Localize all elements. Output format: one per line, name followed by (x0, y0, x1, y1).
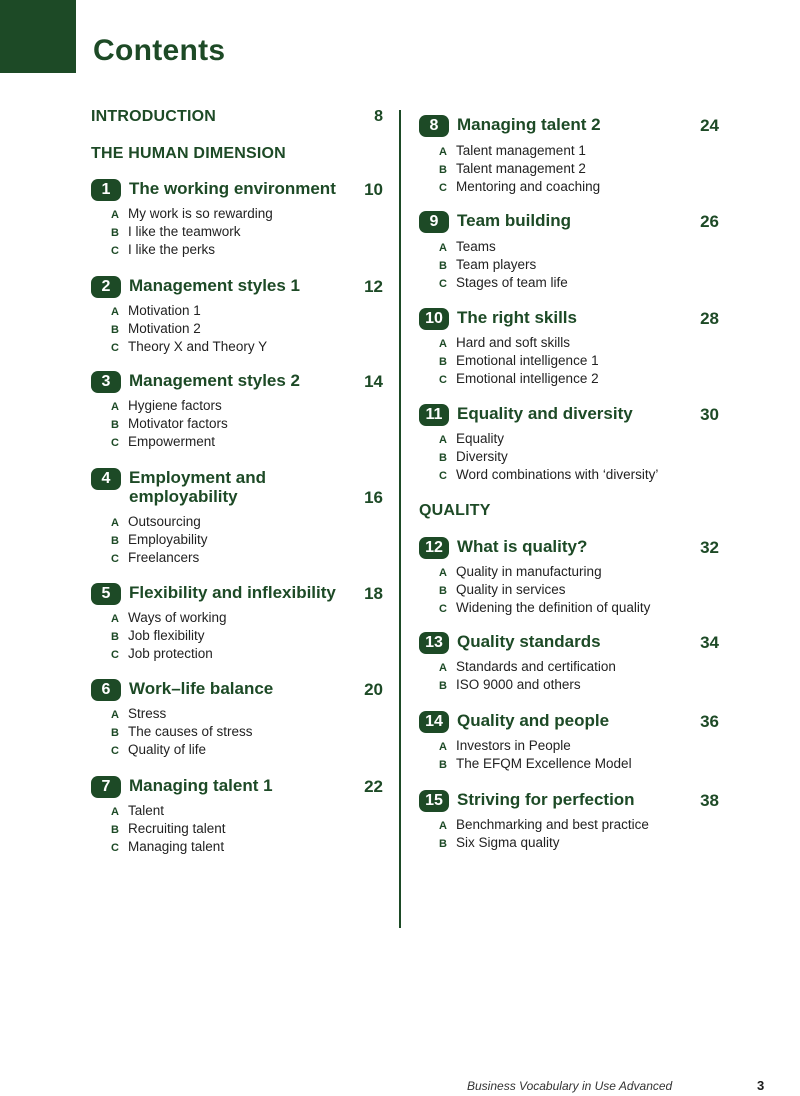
subtopic-text: Motivator factors (128, 416, 228, 431)
subtopic-letter: B (439, 164, 447, 176)
unit-number-badge: 13 (419, 632, 449, 654)
subtopic-letter: B (111, 824, 119, 836)
subtopic-letter: B (439, 759, 447, 771)
subtopic-item (111, 532, 208, 547)
subtopic-text: Emotional intelligence 2 (456, 371, 599, 386)
subtopic-letter: A (439, 338, 447, 350)
subtopic-item (439, 143, 586, 158)
subtopic-text: Talent (128, 803, 165, 818)
subtopic-letter: B (439, 838, 447, 850)
subtopic-text: Team players (456, 257, 537, 272)
unit-page-number: 26 (700, 212, 719, 231)
subtopic-item (111, 821, 226, 836)
unit-page-number: 10 (364, 180, 383, 199)
subtopic-text: Stress (128, 706, 167, 721)
subtopic-text: The causes of stress (128, 724, 253, 739)
subtopic-text: Ways of working (128, 610, 227, 625)
subtopic-letter: A (439, 242, 447, 254)
subtopic-text: Theory X and Theory Y (128, 339, 268, 354)
subtopic-text: Teams (456, 239, 496, 254)
subtopic-text: I like the teamwork (128, 224, 241, 239)
subtopic-letter: B (111, 727, 119, 739)
unit-page-number: 14 (364, 372, 383, 391)
unit-title: Quality standards (457, 632, 601, 651)
unit-page-number: 24 (700, 116, 719, 135)
subtopic-text: Diversity (456, 449, 508, 464)
subtopic-letter: B (111, 419, 119, 431)
subtopic-letter: C (439, 470, 447, 482)
subtopic-item (111, 839, 224, 854)
subtopic-item (439, 179, 600, 194)
subtopic-item (111, 303, 201, 318)
unit-page-number: 20 (364, 680, 383, 699)
unit-page-number: 28 (700, 309, 719, 328)
subtopic-item (439, 564, 602, 579)
subtopic-letter: B (111, 535, 119, 547)
subtopic-item (111, 416, 228, 431)
subtopic-text: Freelancers (128, 550, 200, 565)
subtopic-text: Word combinations with ‘diversity’ (456, 467, 659, 482)
subtopic-text: My work is so rewarding (128, 206, 273, 221)
subtopic-item (439, 161, 586, 176)
subtopic-letter: A (439, 567, 447, 579)
unit-page-number: 34 (700, 633, 719, 652)
subtopic-item (439, 239, 496, 254)
unit-number-badge: 10 (419, 308, 449, 330)
subtopic-item (439, 431, 504, 446)
unit-title: Management styles 1 (129, 276, 301, 295)
subtopic-item (439, 835, 560, 850)
unit-title: The working environment (129, 179, 336, 198)
unit-title: Management styles 2 (129, 371, 301, 390)
subtopic-letter: A (111, 806, 119, 818)
subtopic-text: Quality of life (128, 742, 207, 757)
subtopic-item (439, 582, 566, 597)
subtopic-text: Talent management 2 (456, 161, 586, 176)
subtopic-letter: B (111, 324, 119, 336)
unit-page-number: 36 (700, 712, 719, 731)
subtopic-item (439, 275, 568, 290)
subtopic-item (111, 628, 205, 643)
subtopic-letter: A (439, 820, 447, 832)
subtopic-text: Hard and soft skills (456, 335, 571, 350)
subtopic-letter: C (111, 842, 119, 854)
subtopic-letter: C (439, 278, 447, 290)
subtopic-letter: A (111, 401, 119, 413)
subtopic-item (111, 514, 201, 529)
subtopic-letter: B (439, 260, 447, 272)
subtopic-letter: B (111, 227, 119, 239)
unit-number-badge: 12 (419, 537, 449, 559)
subtopic-text: Hygiene factors (128, 398, 222, 413)
subtopic-item (439, 449, 508, 464)
unit-title: Managing talent 1 (129, 776, 273, 795)
subtopic-letter: A (439, 434, 447, 446)
subtopic-text: The EFQM Excellence Model (456, 756, 632, 771)
subtopic-text: Equality (456, 431, 505, 446)
unit-number-badge: 9 (419, 211, 449, 233)
unit-page-number: 38 (700, 791, 719, 810)
subtopic-text: I like the perks (128, 242, 216, 257)
subtopic-text: Emotional intelligence 1 (456, 353, 599, 368)
subtopic-letter: B (439, 585, 447, 597)
unit-number-badge: 2 (91, 276, 121, 298)
subtopic-letter: B (439, 452, 447, 464)
subtopic-letter: B (439, 356, 447, 368)
subtopic-item (111, 742, 206, 757)
subtopic-letter: A (111, 306, 119, 318)
subtopic-item (439, 353, 599, 368)
unit-page-number: 32 (700, 538, 719, 557)
footer-book-title: Business Vocabulary in Use Advanced (467, 1079, 673, 1093)
unit-page-number: 22 (364, 777, 383, 796)
subtopic-letter: C (111, 245, 119, 257)
unit-page-number: 12 (364, 277, 383, 296)
subtopic-item (111, 398, 222, 413)
unit-title: Striving for perfection (457, 790, 635, 809)
subtopic-text: Six Sigma quality (456, 835, 560, 850)
unit-page-number: 16 (364, 488, 383, 507)
subtopic-text: Recruiting talent (128, 821, 226, 836)
subtopic-text: Motivation 1 (128, 303, 201, 318)
unit-title: What is quality? (457, 537, 588, 556)
subtopic-text: Investors in People (456, 738, 571, 753)
subtopic-letter: A (439, 662, 447, 674)
subtopic-item (439, 335, 570, 350)
subtopic-item (111, 321, 201, 336)
subtopic-item (111, 434, 215, 449)
subtopic-letter: A (111, 517, 119, 529)
subtopic-letter: B (111, 631, 119, 643)
subtopic-item (111, 706, 166, 721)
column-divider (399, 110, 401, 928)
subtopic-item (439, 756, 632, 771)
unit-number-badge: 6 (91, 679, 121, 701)
subtopic-text: Widening the definition of quality (456, 600, 651, 615)
footer-page-number: 3 (757, 1078, 765, 1093)
subtopic-text: Job flexibility (128, 628, 205, 643)
unit-number-badge: 3 (91, 371, 121, 393)
section-heading-introduction: INTRODUCTION (91, 108, 217, 125)
unit-number-badge: 7 (91, 776, 121, 798)
unit-title: Flexibility and inflexibility (129, 583, 336, 602)
subtopic-text: Quality in services (456, 582, 566, 597)
subtopic-text: Job protection (128, 646, 213, 661)
subtopic-item (439, 467, 658, 482)
unit-number-badge: 5 (91, 583, 121, 605)
subtopic-item (439, 817, 649, 832)
unit-page-number: 18 (364, 584, 383, 603)
unit-title: Work–life balance (129, 679, 274, 698)
subtopic-text: Talent management 1 (456, 143, 586, 158)
subtopic-letter: C (111, 342, 119, 354)
subtopic-letter: A (439, 741, 447, 753)
unit-page-number: 30 (700, 405, 719, 424)
subtopic-item (439, 600, 650, 615)
section-page-introduction: 8 (374, 108, 383, 125)
subtopic-letter: B (439, 680, 447, 692)
subtopic-letter: A (111, 709, 119, 721)
subtopic-item (111, 646, 213, 661)
subtopic-letter: A (439, 146, 447, 158)
corner-tab-decoration (0, 0, 76, 73)
subtopic-letter: C (439, 603, 447, 615)
subtopic-letter: C (439, 374, 447, 386)
subtopic-item (111, 242, 215, 257)
subtopic-item (111, 206, 273, 221)
subtopic-item (111, 550, 199, 565)
subtopic-letter: C (111, 649, 119, 661)
subtopic-letter: C (439, 182, 447, 194)
unit-title: Managing talent 2 (457, 115, 601, 134)
unit-title-line-1: Employment and (129, 468, 266, 487)
page-title: Contents (93, 34, 226, 67)
unit-number-badge: 15 (419, 790, 449, 812)
subtopic-item (111, 610, 227, 625)
subtopic-item (111, 803, 164, 818)
section-heading-human-dimension: THE HUMAN DIMENSION (91, 145, 286, 162)
subtopic-text: Empowerment (128, 434, 216, 449)
subtopic-text: Managing talent (128, 839, 225, 854)
unit-number-badge: 14 (419, 711, 449, 733)
unit-title: The right skills (457, 308, 577, 327)
subtopic-letter: C (111, 553, 119, 565)
subtopic-text: Stages of team life (456, 275, 568, 290)
unit-number-badge: 8 (419, 115, 449, 137)
subtopic-letter: C (111, 437, 119, 449)
subtopic-letter: A (111, 613, 119, 625)
subtopic-text: ISO 9000 and others (456, 677, 581, 692)
unit-title: Team building (457, 211, 571, 230)
unit-title: Equality and diversity (457, 404, 633, 423)
subtopic-text: Quality in manufacturing (456, 564, 602, 579)
unit-number-badge: 1 (91, 179, 121, 201)
subtopic-letter: A (111, 209, 119, 221)
subtopic-text: Benchmarking and best practice (456, 817, 649, 832)
unit-title: Quality and people (457, 711, 610, 730)
subtopic-item (439, 371, 599, 386)
subtopic-text: Standards and certification (456, 659, 616, 674)
subtopic-text: Employability (128, 532, 208, 547)
subtopic-text: Motivation 2 (128, 321, 201, 336)
unit-number-badge: 11 (419, 404, 449, 426)
subtopic-item (111, 224, 241, 239)
subtopic-item (439, 257, 536, 272)
subtopic-item (439, 738, 571, 753)
subtopic-item (111, 724, 253, 739)
unit-number-badge: 4 (91, 468, 121, 490)
subtopic-item (111, 339, 267, 354)
subtopic-text: Mentoring and coaching (456, 179, 601, 194)
subtopic-item (439, 659, 616, 674)
unit-title-line-2: employability (129, 487, 238, 506)
section-heading-quality: QUALITY (419, 502, 491, 519)
subtopic-letter: C (111, 745, 119, 757)
subtopic-item (439, 677, 581, 692)
subtopic-text: Outsourcing (128, 514, 201, 529)
